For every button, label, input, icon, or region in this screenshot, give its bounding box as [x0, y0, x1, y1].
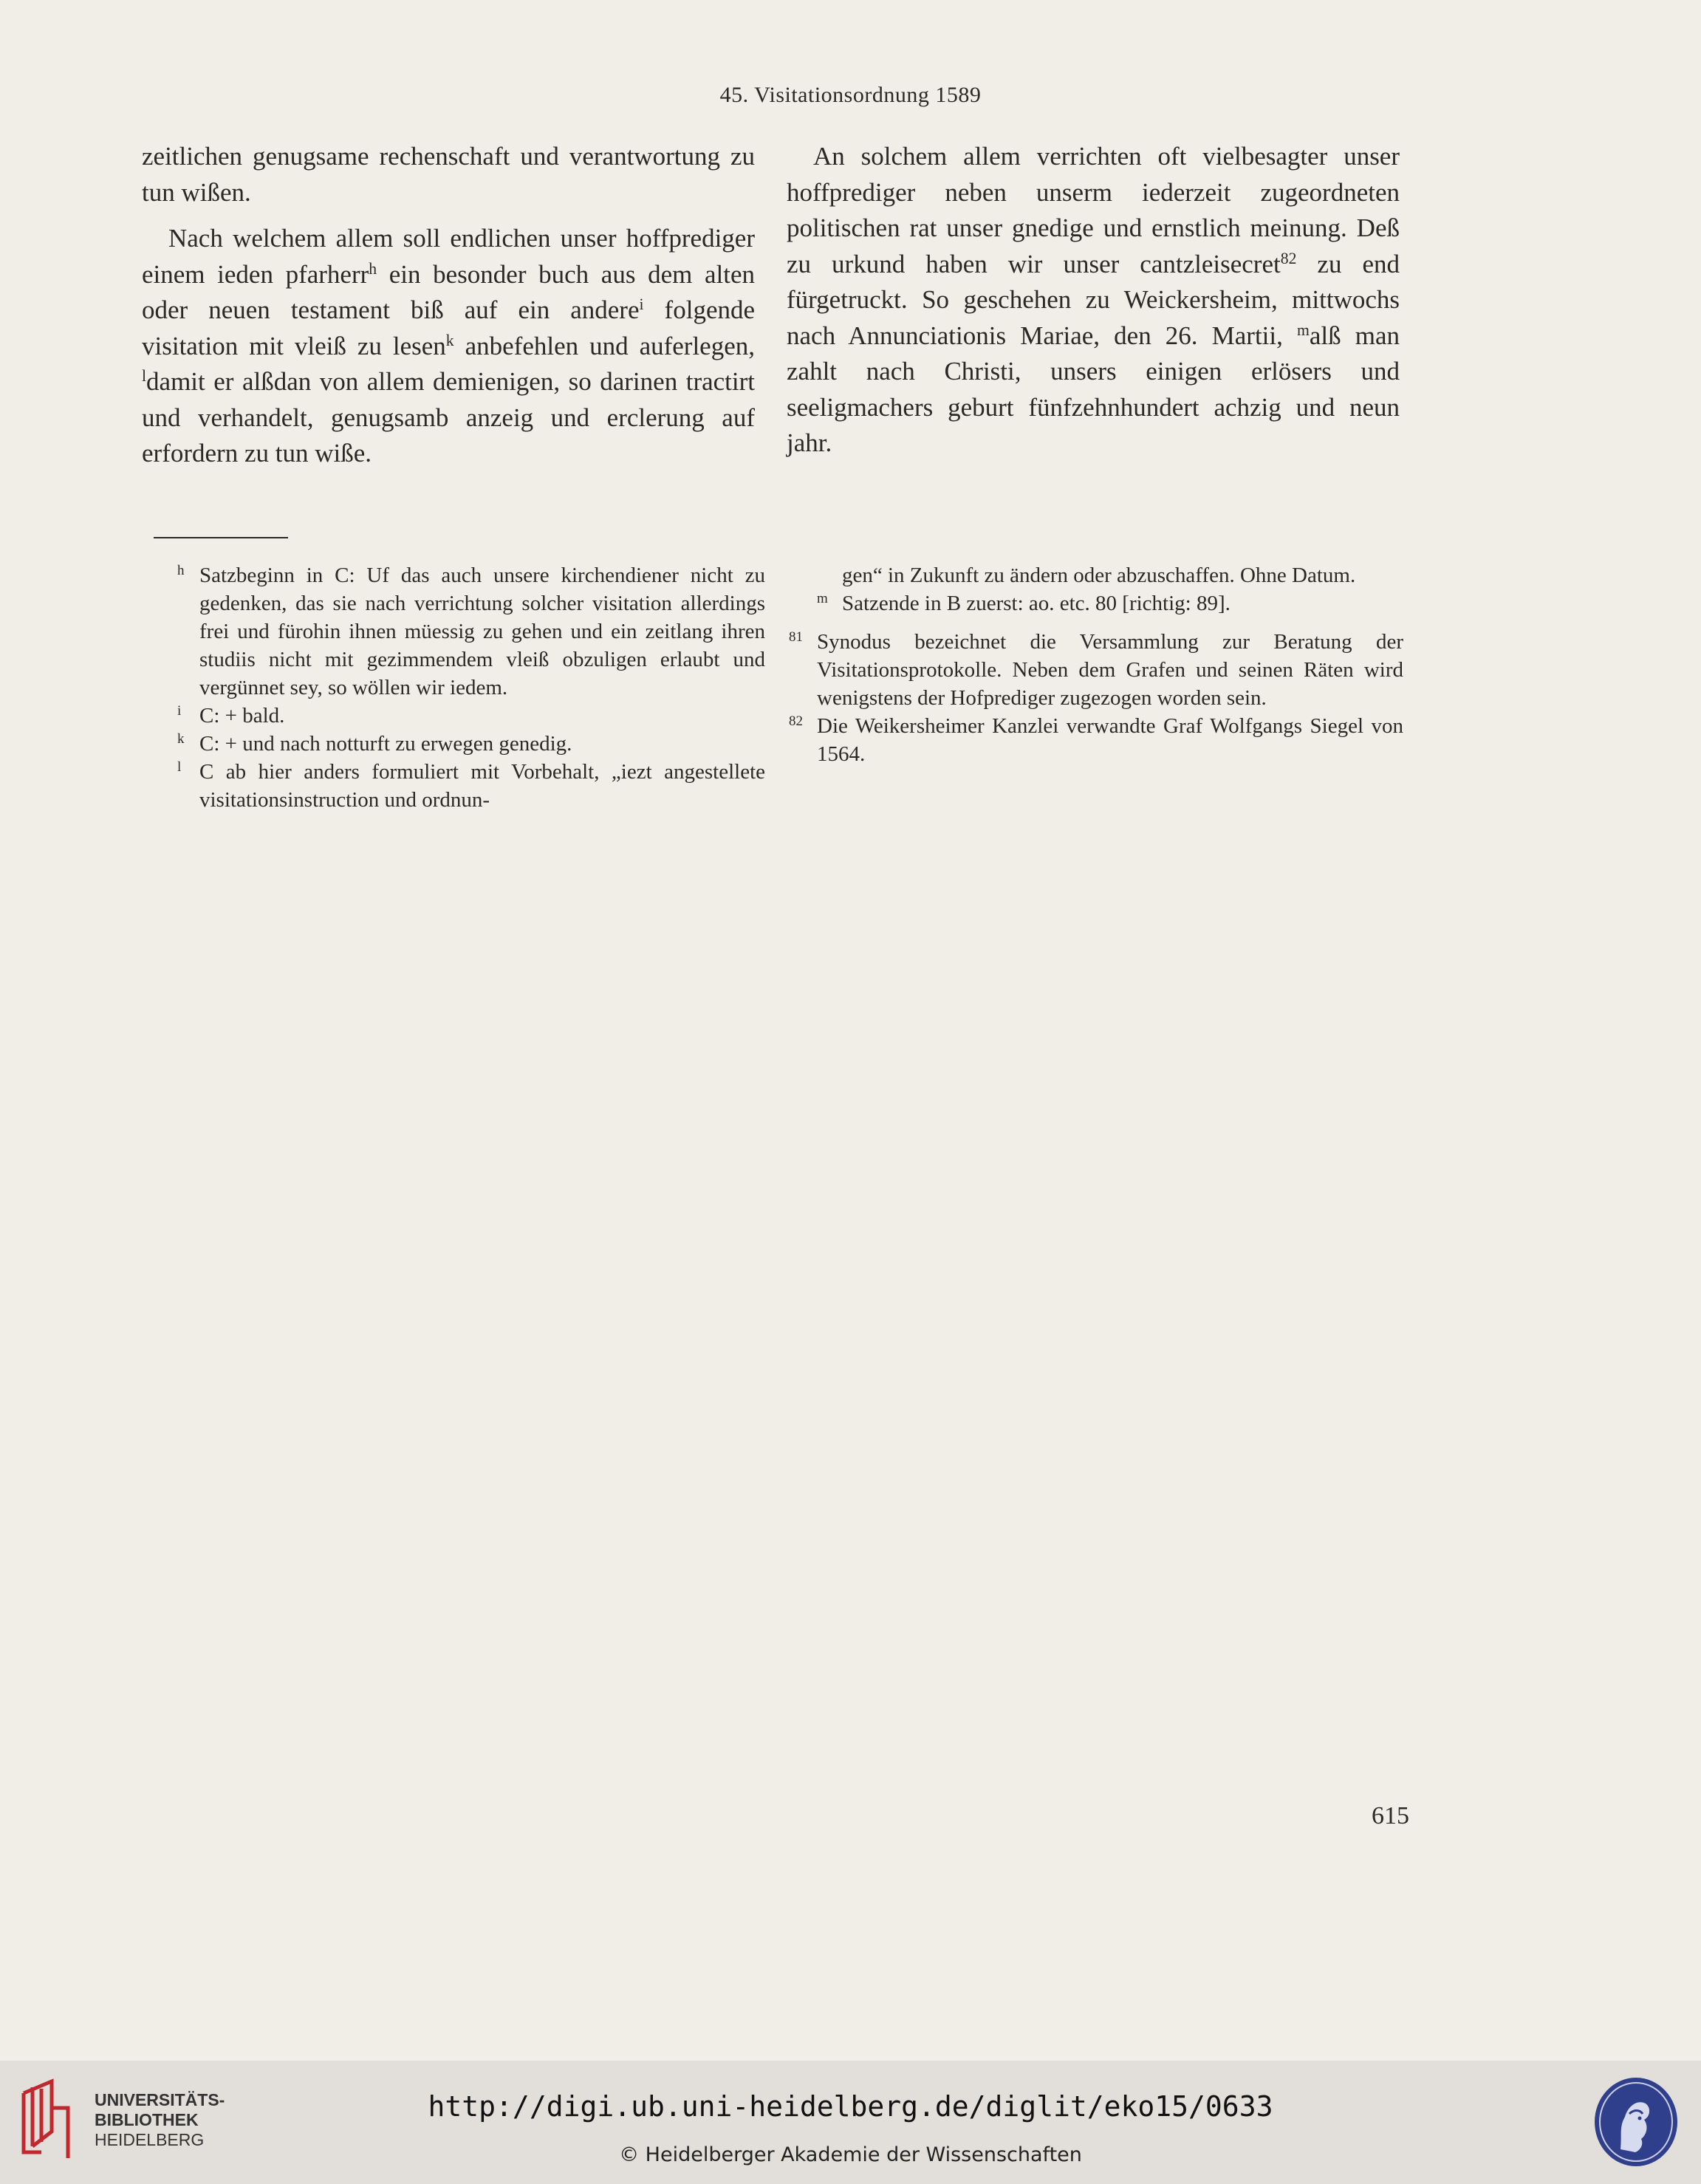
page-number: 615: [1372, 1802, 1409, 1829]
copyright-notice: © Heidelberger Akademie der Wissenschaften: [619, 2143, 1082, 2166]
paragraph: An solchem allem verrichten oft vielbesagter unser hoffprediger neben unserm iederzeit zugeordneten politischen rat unser gnedige und ernstlich meinung. Deß zu urkund haben wir unser cantzleisecret$^{82}$ zu end fürgetruckt. So geschehen zu Weickersheim, mittwochs nach Annunciationis Mariae, den 26. Martii, $^m$alß man zahlt nach Christi, unsers einigen erlösers und seeligmachers geburt fünfzehnhundert achzig und neun jahr.: [787, 142, 1400, 457]
footnote-marker[interactable]: i: [639, 295, 644, 314]
footnote-marker[interactable]: m: [1297, 321, 1310, 339]
permalink-url[interactable]: http://digi.ub.uni-heidelberg.de/diglit/eko15/0633: [428, 2090, 1273, 2123]
paragraph: zeitlichen genugsame rechenschaft und verantwortung zu tun wißen.: [142, 142, 755, 207]
footnotes-right: [789, 561, 1403, 768]
running-title: 45. Visitationsordnung 1589: [719, 83, 982, 107]
right-text-column: [787, 139, 1400, 462]
viewer-footer: [0, 2061, 1701, 2184]
library-name: UNIVERSITÄTS- BIBLIOTHEK HEIDELBERG: [95, 2090, 225, 2149]
footnote: h Satzbeginn in C: Uf das auch unsere kirchendiener nicht zu gedenken, das sie nach verrichtung solcher visitation allerdings frei und fürohin ihnen müessig zu gehen und ein zeitlang ihren studiis nicht mit gezimmendem vleiß obzuligen erlaubt und vergünnet sey, so wöllen wir iedem.: [177, 563, 765, 699]
footnote-mark: l: [177, 759, 182, 775]
footnote-marker[interactable]: l: [142, 367, 147, 386]
footnote: 81 Synodus bezeichnet die Versammlung zur Beratung der Visitationsprotokolle. Neben dem Grafen und seinen Räten wird wenigstens der Hofprediger zugezogen worden sein.: [789, 629, 1403, 710]
paragraph: Nach welchem allem soll endlichen unser hoffprediger einem ieden pfarherr$^h$ ein besonder buch aus dem alten oder neuen testament biß auf ein andere$^i$ folgende visitation mit vleiß zu lesen$^k$ anbefehlen und auferlegen, $^l$damit er alßdan von allem demienigen, so darinen tractirt und verhandelt, genugsamb anzeig und erclerung auf erfordern zu tun wiße.: [142, 224, 756, 468]
footnote-marker[interactable]: k: [445, 331, 454, 349]
footnote: k C: + und nach notturft zu erwegen genedig.: [177, 731, 572, 756]
footnote-continuation: gen“ in Zukunft zu ändern oder abzuschaffen. Ohne Datum.: [842, 564, 1356, 587]
footnote-marker[interactable]: h: [369, 259, 377, 278]
academy-seal-icon[interactable]: [1592, 2075, 1680, 2168]
left-text-column: [142, 139, 755, 472]
footnote: l C ab hier anders formuliert mit Vorbehalt, „iezt angestellete visitationsinstruction und ordnun-: [177, 759, 765, 812]
footnote-mark: h: [177, 563, 185, 578]
footnote-mark: 82: [789, 713, 803, 729]
footnote-mark: 81: [789, 629, 803, 645]
footnote-mark: m: [817, 591, 828, 606]
footnote: m Satzende in B zuerst: ao. etc. 80 [richtig: 89].: [817, 591, 1231, 615]
footnotes-left: [174, 561, 765, 814]
footnote-separator: [154, 537, 288, 538]
footnote-mark: i: [177, 703, 182, 719]
footnote: i C: + bald.: [177, 703, 285, 728]
footnote-mark: k: [177, 731, 185, 747]
footnote-marker[interactable]: 82: [1280, 249, 1297, 267]
footnote: 82 Die Weikersheimer Kanzlei verwandte Graf Wolfgangs Siegel von 1564.: [789, 713, 1403, 766]
